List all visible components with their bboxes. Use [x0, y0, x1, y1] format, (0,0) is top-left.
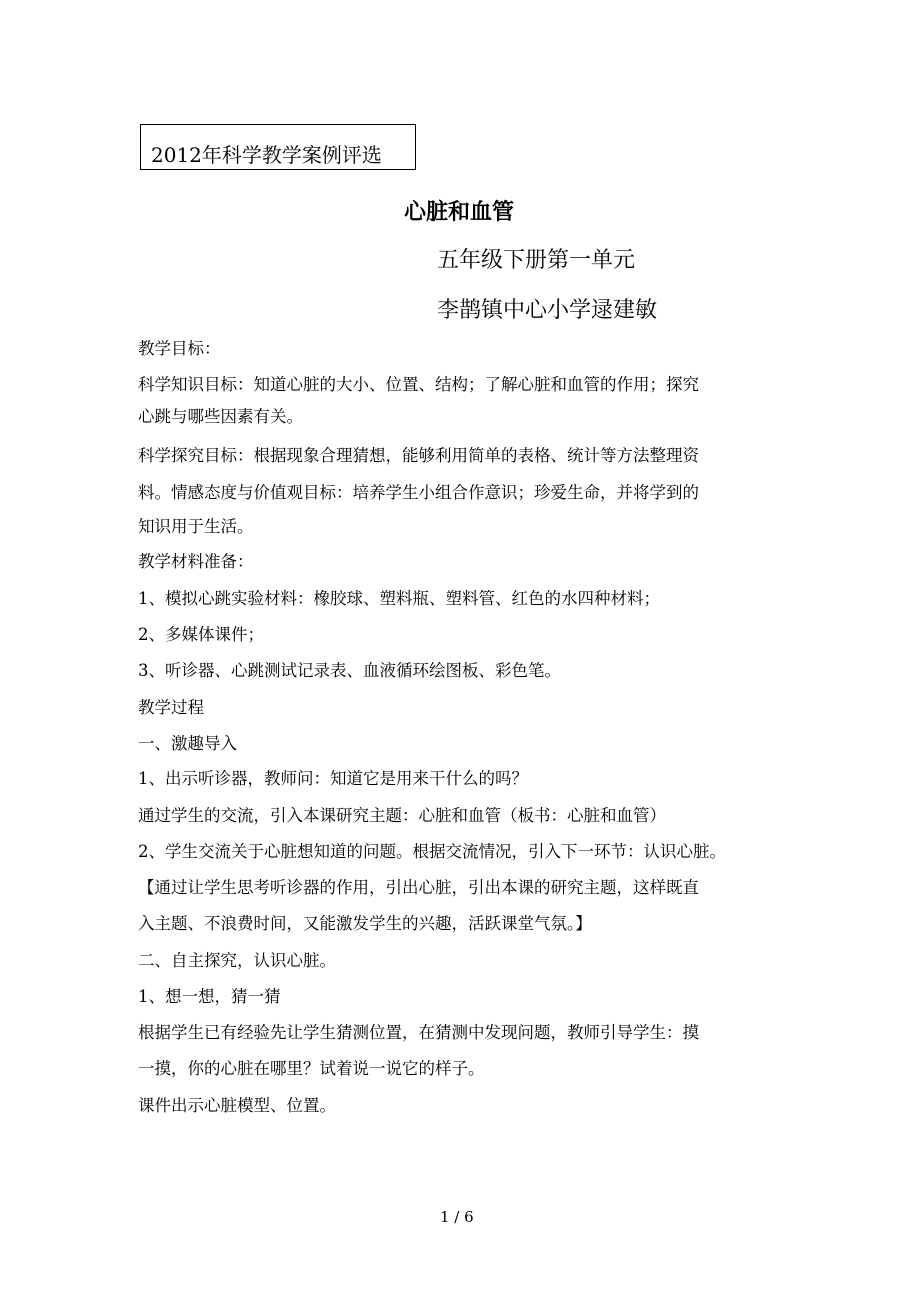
body-line: 2、多媒体课件； — [138, 625, 264, 644]
body-line: 【通过让学生思考听诊器的作用，引出心脏，引出本课的研究主题，这样既直 — [138, 878, 699, 897]
body-line: 1、想一想，猜一猜 — [138, 987, 281, 1006]
body-line: 教学过程 — [138, 698, 204, 717]
contest-label: 2012年科学教学案例评选 — [151, 143, 382, 167]
body-line: 通过学生的交流，引入本课研究主题：心脏和血管（板书：心脏和血管） — [138, 806, 666, 825]
body-line: 1、模拟心跳实验材料：橡胶球、塑料瓶、塑料管、红色的水四种材料； — [138, 589, 660, 608]
body-line: 教学材料准备： — [138, 552, 254, 571]
body-line: 一摸，你的心脏在哪里？试着说一说它的样子。 — [138, 1059, 485, 1078]
body-line: 二、自主探究，认识心脏。 — [138, 951, 336, 970]
body-line: 根据学生已有经验先让学生猜测位置，在猜测中发现问题，教师引导学生：摸 — [138, 1023, 699, 1042]
body-line: 教学目标： — [138, 339, 221, 358]
body-line: 科学探究目标：根据现象合理猜想，能够利用简单的表格、统计等方法整理资 — [138, 446, 699, 465]
body-line: 课件出示心脏模型、位置。 — [138, 1096, 336, 1115]
body-line: 3、听诊器、心跳测试记录表、血液循环绘图板、彩色笔。 — [138, 661, 561, 680]
body-line: 2、学生交流关于心脏想知道的问题。根据交流情况，引入下一环节：认识心脏。 — [138, 842, 726, 861]
body-line: 心跳与哪些因素有关。 — [138, 407, 303, 426]
body-line: 科学知识目标：知道心脏的大小、位置、结构；了解心脏和血管的作用；探究 — [138, 375, 699, 394]
document-title: 心脏和血管 — [404, 199, 515, 225]
body-line: 1、出示听诊器，教师问：知道它是用来干什么的吗？ — [138, 769, 528, 788]
body-line: 知识用于生活。 — [138, 517, 254, 536]
body-line: 一、激趣导入 — [138, 734, 237, 753]
unit-subtitle: 五年级下册第一单元 — [437, 248, 636, 273]
body-line: 入主题、不浪费时间，又能激发学生的兴趣，活跃课堂气氛。】 — [138, 914, 592, 933]
author-subtitle: 李鹊镇中心小学逯建敏 — [437, 298, 658, 323]
page-indicator: 1 / 6 — [440, 1208, 474, 1226]
contest-label-box — [140, 124, 416, 170]
body-line: 料。情感态度与价值观目标：培养学生小组合作意识；珍爱生命，并将学到的 — [138, 483, 699, 502]
